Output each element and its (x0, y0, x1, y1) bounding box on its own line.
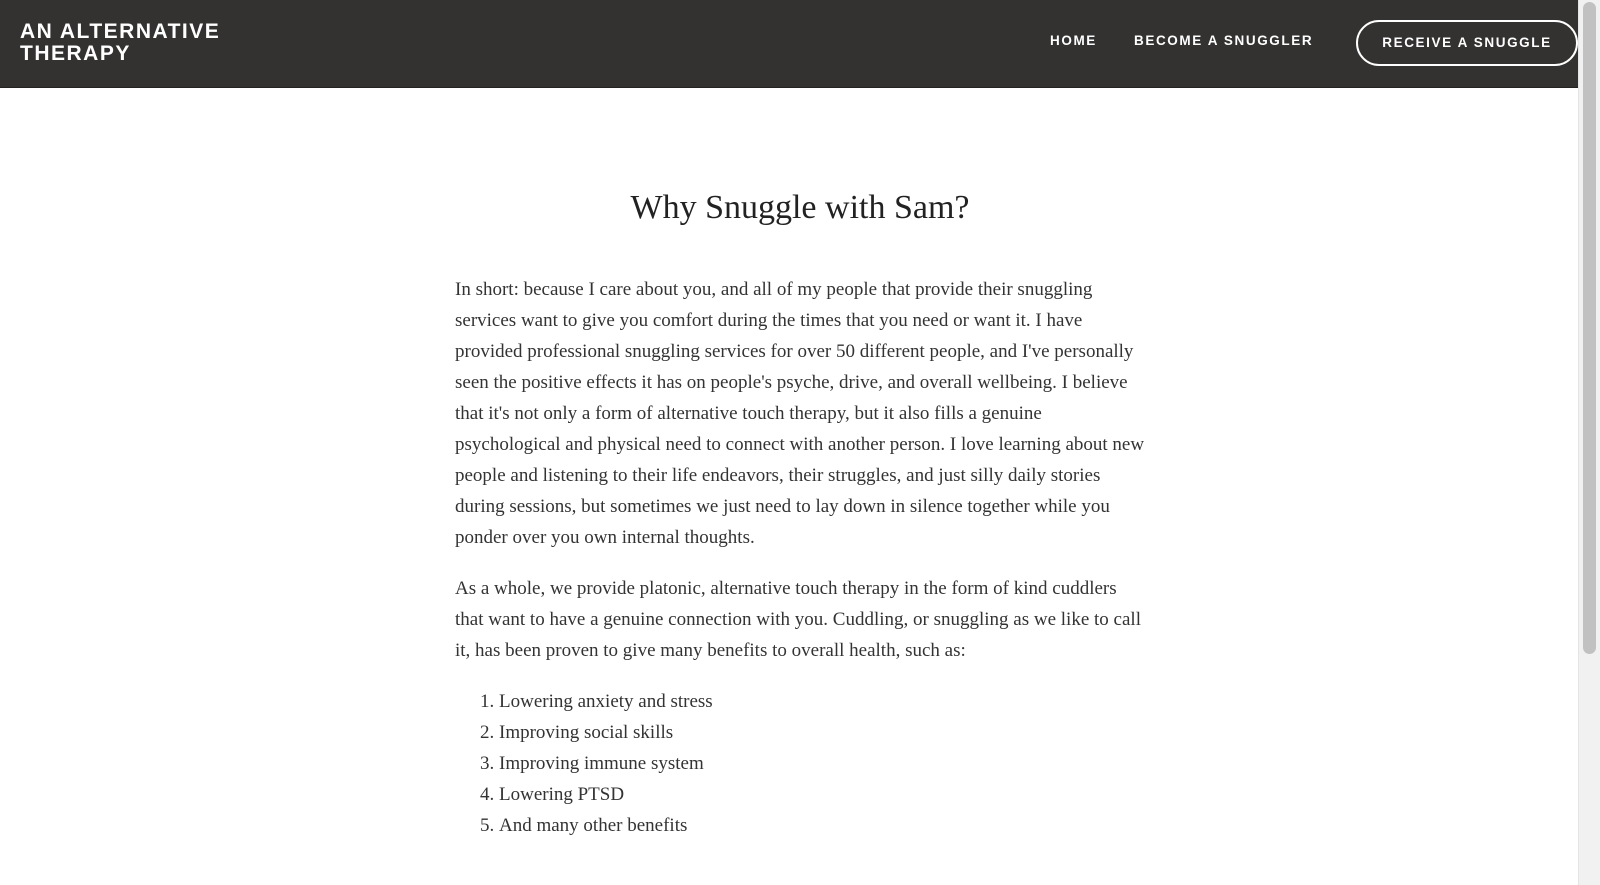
list-item: 1. Lowering anxiety and stress (499, 686, 1145, 717)
intro-paragraph: In short: because I care about you, and all of my people that provide their snuggling services want to give you comfort during the times that you need or want it. I have provided professional snuggling services for over 50 different people, and I've personally seen the positive effects it has on people's psyche, drive, and overall wellbeing. I believe that it's not only a form of alternative touch therapy, but it also fills a genuine psychological and physical need to connect with another person. I love learning about new people and listening to their life endeavors, their struggles, and just silly daily stories during sessions, but sometimes we just need to lay down in silence together while you ponder over you own internal thoughts. (455, 279, 1145, 548)
nav-become-snuggler-link[interactable]: BECOME A SNUGGLER (1134, 33, 1314, 48)
overview-paragraph: As a whole, we provide platonic, alternative touch therapy in the form of kind cuddlers that want to have a genuine connection with you. Cuddling, or snuggling as we like to call it, has been proven to give many benefits to overall health, such as: (455, 578, 1141, 661)
nav-home-link[interactable]: HOME (1050, 33, 1097, 48)
list-item: 5. And many other benefits (499, 810, 1145, 841)
scrollbar-thumb[interactable] (1583, 2, 1596, 654)
vertical-scrollbar[interactable] (1578, 0, 1600, 885)
main-content (455, 186, 1145, 841)
site-logo[interactable]: AN ALTERNATIVE THERAPY (20, 20, 221, 65)
benefits-list (455, 686, 1145, 841)
list-item: 4. Lowering PTSD (499, 779, 1145, 810)
list-item: 2. Improving social skills (499, 717, 1145, 748)
site-header (0, 0, 1578, 88)
page-title: Why Snuggle with Sam? (630, 189, 970, 226)
list-item: 3. Improving immune system (499, 748, 1145, 779)
receive-snuggle-button[interactable]: RECEIVE A SNUGGLE (1356, 20, 1578, 66)
